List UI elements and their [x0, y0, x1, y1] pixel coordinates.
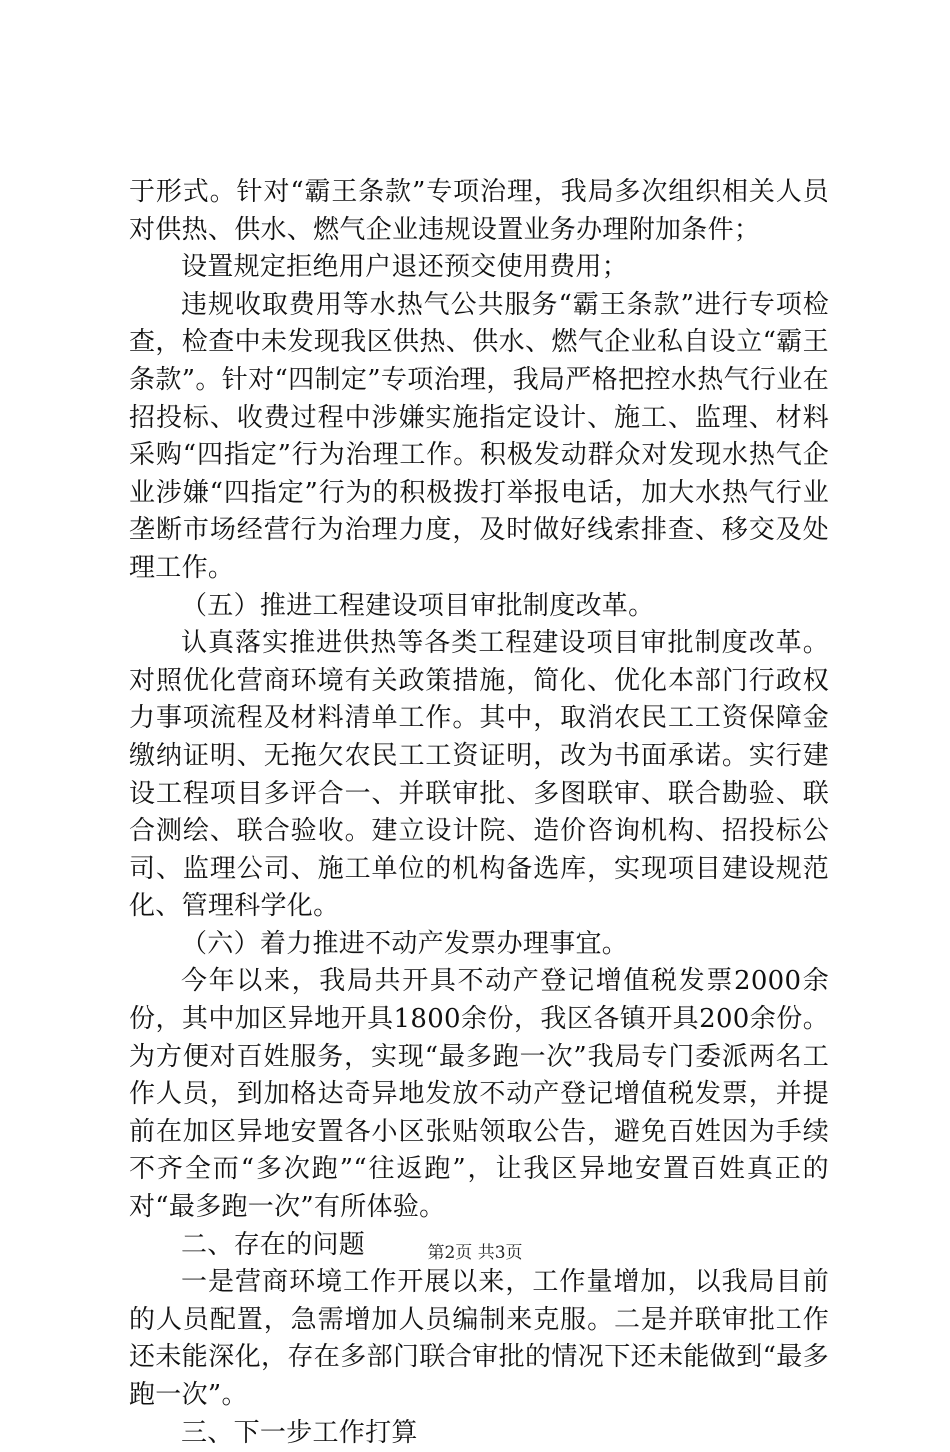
section-heading-problems: 二、存在的问题	[181, 1229, 366, 1260]
paragraph-problems: 一是营商环境工作开展以来，工作量增加，以我局目前的人员配置，急需增加人员编制来克服。二是并联审批工作还未能深化，存在多部门联合审批的情况下还未能做到“最多跑一次”。	[129, 1267, 829, 1410]
section-heading-next-steps: 三、下一步工作打算	[181, 1417, 418, 1448]
paragraph-fee-inspection: 违规收取费用等水热气公共服务“霸王条款”进行专项检查，检查中未发现我区供热、供水、燃气企业私自设立“霸王条款”。针对“四制定”专项治理，我局严格把控水热气行业在招投标、收费过程中涉嫌实施指定设计、施工、监理、材料采购“四指定”行为治理工作。积极发动群众对发现水热气企业涉嫌“四指定”行为的积极拨打举报电话，加大水热气行业垄断市场经营行为治理力度，及时做好线索排查、移交及处理工作。	[129, 289, 829, 583]
paragraph-refund-rule: 设置规定拒绝用户退还预交使用费用；	[181, 252, 629, 283]
section-heading-six: （六）着力推进不动产发票办理事宜。	[181, 928, 629, 959]
paragraph-continuation: 于形式。针对“霸王条款”专项治理，我局多次组织相关人员对供热、供水、燃气企业违规设置业务办理附加条件；	[129, 177, 829, 245]
paragraph-approval-reform: 认真落实推进供热等各类工程建设项目审批制度改革。对照优化营商环境有关政策措施，简化、优化本部门行政权力事项流程及材料清单工作。其中，取消农民工工资保障金缴纳证明、无拖欠农民工工资证明，改为书面承诺。实行建设工程项目多评合一、并联审批、多图联审、联合勘验、联合测绘、联合验收。建立设计院、造价咨询机构、招投标公司、监理公司、施工单位的机构备选库，实现项目建设规范化、管理科学化。	[129, 628, 829, 922]
page-number-footer: 第2页 共3页	[427, 1243, 523, 1263]
section-heading-five: （五）推进工程建设项目审批制度改革。	[181, 590, 655, 621]
paragraph-invoice-work: 今年以来，我局共开具不动产登记增值税发票2000余份，其中加区异地开具1800余份，我区各镇开具200余份。为方便对百姓服务，实现“最多跑一次”我局专门委派两名工作人员，到加格达奇异地发放不动产登记增值税发票，并提前在加区异地安置各小区张贴领取公告，避免百姓因为手续不齐全而“多次跑”“往返跑”，让我区异地安置百姓真正的对“最多跑一次”有所体验。	[129, 966, 829, 1223]
